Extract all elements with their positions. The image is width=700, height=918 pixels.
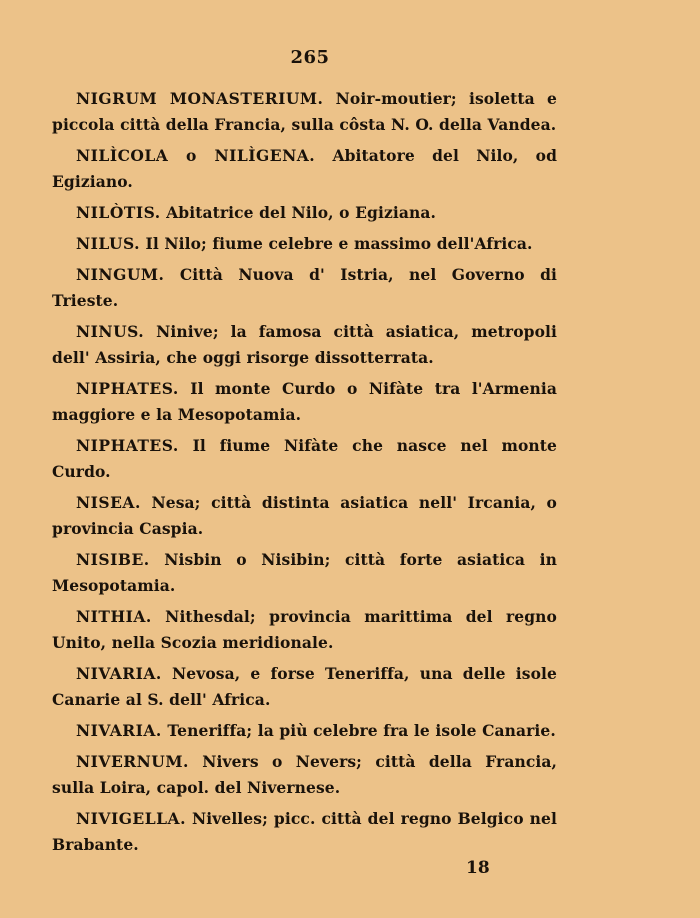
entry-headword: NINGUM. [76, 265, 165, 284]
entry-definition: Abitatrice del Nilo, o Egiziana. [166, 203, 436, 222]
entry-definition: Il Nilo; fiume celebre e massimo dell'Africa. [145, 234, 533, 253]
entry-headword: NIVARIA. [76, 664, 162, 683]
entry-definition: Teneriffa; la più celebre fra le isole Canarie. [167, 721, 556, 740]
entry-headword: NIVARIA. [76, 721, 162, 740]
dictionary-entry [52, 604, 557, 656]
entry-headword: NISEA. [76, 493, 141, 512]
dictionary-entry [52, 433, 557, 485]
entry-definition: Nivelles; picc. città del regno Belgico nel Brabante. [52, 809, 557, 854]
dictionary-entry [52, 319, 557, 371]
entry-headword: NITHIA. [76, 607, 152, 626]
dictionary-entry [52, 490, 557, 542]
signature-mark: 18 [466, 858, 490, 878]
entry-headword: NIGRUM MONASTERIUM. [76, 89, 324, 108]
entry-headword: NIVIGELLA. [76, 809, 186, 828]
entry-definition: Nithesdal; provincia marittima del regno Unito, nella Scozia meridionale. [52, 607, 557, 652]
dictionary-entry [52, 86, 557, 138]
entry-headword: NIVERNUM. [76, 752, 189, 771]
dictionary-entry [52, 749, 557, 801]
dictionary-entries [52, 86, 557, 863]
entry-definition: Nevosa, e forse Teneriffa, una delle isole Canarie al S. dell' Africa. [52, 664, 557, 709]
entry-headword: NIPHATES. [76, 379, 179, 398]
entry-definition: Nivers o Nevers; città della Francia, sulla Loira, capol. del Nivernese. [52, 752, 557, 797]
entry-definition: Nesa; città distinta asiatica nell' Ircania, o provincia Caspia. [52, 493, 557, 538]
entry-headword: NINUS. [76, 322, 145, 341]
entry-definition: Noir-moutier; isoletta e piccola città della Francia, sulla côsta N. O. della Vandea. [52, 89, 557, 134]
entry-headword: NISIBE. [76, 550, 150, 569]
dictionary-entry [52, 143, 557, 195]
dictionary-entry [52, 231, 557, 257]
dictionary-entry [52, 806, 557, 858]
entry-headword: NILUS. [76, 234, 141, 253]
entry-definition: Abitatore del Nilo, od Egiziano. [52, 146, 558, 191]
entry-definition: Il fiume Nifàte che nasce nel monte Curdo. [52, 436, 557, 481]
entry-headword: NILÒTIS. [76, 203, 161, 222]
entry-definition: Nisbin o Nisibin; città forte asiatica in Mesopotamia. [52, 550, 557, 595]
dictionary-entry [52, 376, 557, 428]
entry-definition: Ninive; la famosa città asiatica, metropoli dell' Assiria, che oggi risorge dissotterrata. [52, 322, 557, 367]
dictionary-entry [52, 661, 557, 713]
entry-definition: Il monte Curdo o Nifàte tra l'Armenia maggiore e la Mesopotamia. [52, 379, 558, 424]
entry-headword: NILÌCOLA o NILÌGENA. [76, 146, 316, 165]
dictionary-entry [52, 718, 557, 744]
dictionary-entry [52, 262, 557, 314]
dictionary-entry [52, 200, 557, 226]
dictionary-entry [52, 547, 557, 599]
page-number: 265 [290, 47, 330, 68]
entry-headword: NIPHATES. [76, 436, 179, 455]
entry-definition: Città Nuova d' Istria, nel Governo di Trieste. [52, 265, 557, 310]
